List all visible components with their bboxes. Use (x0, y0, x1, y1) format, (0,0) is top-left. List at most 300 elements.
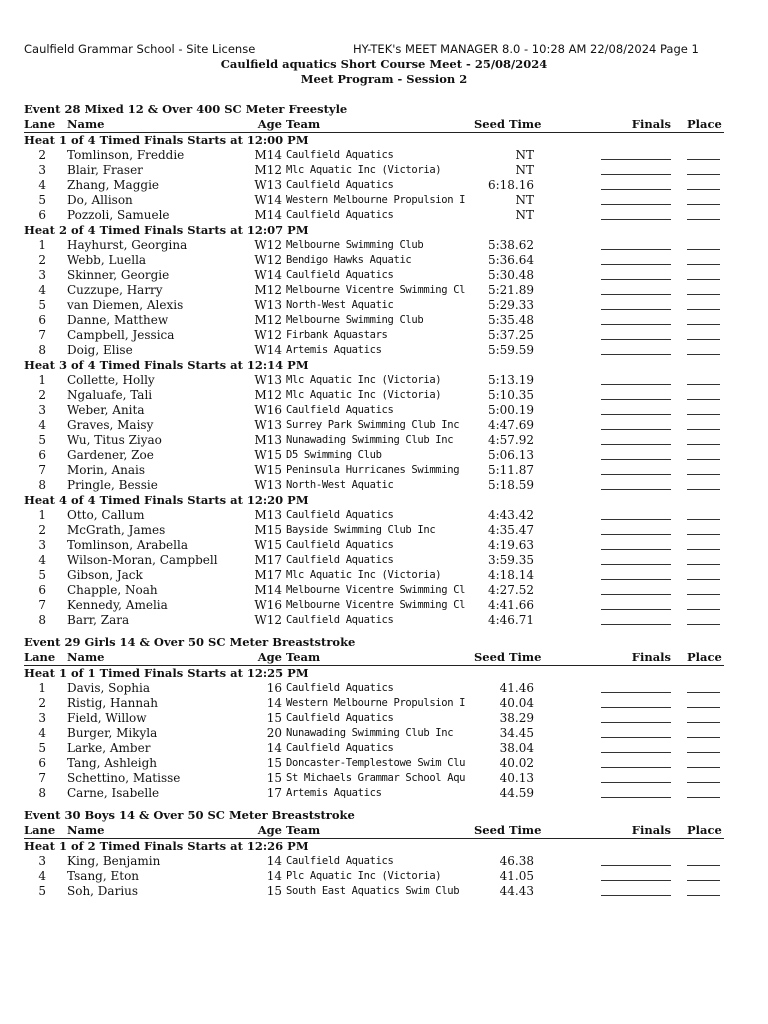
seed-time: 6:18.16 (487, 178, 534, 192)
swimmer-name: Weber, Anita (67, 403, 145, 417)
finals-blank-line (601, 339, 671, 340)
place-blank-line (687, 767, 720, 768)
column-header-row (24, 823, 724, 839)
swimmer-age: W15 (254, 538, 282, 552)
seed-time: 4:18.14 (487, 568, 534, 582)
lane-number: 4 (38, 869, 46, 883)
seed-time: 4:27.52 (487, 583, 534, 597)
column-header-team: Team (286, 823, 321, 837)
lane-number: 6 (38, 756, 46, 770)
swimmer-row (24, 583, 724, 598)
swimmer-name: Gardener, Zoe (67, 448, 154, 462)
swimmer-age: W16 (254, 598, 282, 612)
team-name: Western Melbourne Propulsion I (286, 697, 466, 709)
swimmer-age: W12 (254, 253, 282, 267)
place-blank-line (687, 444, 720, 445)
swimmer-row (24, 771, 724, 786)
lane-number: 2 (38, 253, 46, 267)
team-name: Melbourne Vicentre Swimming Cl (286, 584, 466, 596)
swimmer-age: W13 (254, 373, 282, 387)
team-name: Bayside Swimming Club Inc (286, 524, 436, 536)
finals-blank-line (601, 429, 671, 430)
team-name: Mlc Aquatic Inc (Victoria) (286, 374, 442, 386)
swimmer-row (24, 681, 724, 696)
swimmer-name: Gibson, Jack (67, 568, 143, 582)
swimmer-age: W13 (254, 298, 282, 312)
swimmer-age: 16 (266, 681, 282, 695)
swimmer-name: Campbell, Jessica (67, 328, 175, 342)
finals-blank-line (601, 564, 671, 565)
seed-time: 40.04 (499, 696, 534, 710)
swimmer-name: Hayhurst, Georgina (67, 238, 188, 252)
swimmer-name: Collette, Holly (67, 373, 155, 387)
team-name: Caulfield Aquatics (286, 554, 394, 566)
lane-number: 5 (38, 884, 46, 898)
lane-number: 4 (38, 553, 46, 567)
swimmer-name: Ngaluafe, Tali (67, 388, 153, 402)
lane-number: 7 (38, 463, 46, 477)
lane-number: 7 (38, 771, 46, 785)
team-name: Mlc Aquatic Inc (Victoria) (286, 389, 442, 401)
swimmer-row (24, 741, 724, 756)
team-name: D5 Swimming Club (286, 449, 382, 461)
column-header-row (24, 650, 724, 666)
lane-number: 4 (38, 418, 46, 432)
place-blank-line (687, 534, 720, 535)
swimmer-row (24, 523, 724, 538)
event-block (24, 102, 724, 628)
seed-time: 44.59 (499, 786, 534, 800)
seed-time: NT (515, 193, 534, 207)
swimmer-name: Chapple, Noah (67, 583, 158, 597)
swimmer-age: 15 (266, 711, 282, 725)
swimmer-name: Morin, Anais (67, 463, 145, 477)
column-header-age: Age (257, 823, 282, 837)
session-title: Meet Program - Session 2 (300, 72, 468, 86)
finals-blank-line (601, 264, 671, 265)
seed-time: 5:10.35 (487, 388, 534, 402)
program-content (24, 102, 724, 899)
place-blank-line (687, 414, 720, 415)
swimmer-row (24, 613, 724, 628)
place-blank-line (687, 707, 720, 708)
swimmer-name: Soh, Darius (67, 884, 139, 898)
swimmer-row (24, 726, 724, 741)
seed-time: 4:57.92 (487, 433, 534, 447)
team-name: Nunawading Swimming Club Inc (286, 727, 454, 739)
place-blank-line (687, 399, 720, 400)
swimmer-row (24, 418, 724, 433)
swimmer-name: Webb, Luella (67, 253, 147, 267)
swimmer-name: Cuzzupe, Harry (67, 283, 163, 297)
seed-time: 38.04 (499, 741, 534, 755)
team-name: Bendigo Hawks Aquatic (286, 254, 412, 266)
lane-number: 4 (38, 283, 46, 297)
swimmer-name: Larke, Amber (67, 741, 151, 755)
lane-number: 8 (38, 613, 46, 627)
lane-number: 6 (38, 448, 46, 462)
column-header-name: Name (67, 117, 105, 131)
team-name: Artemis Aquatics (286, 787, 382, 799)
swimmer-age: 14 (266, 869, 282, 883)
place-blank-line (687, 880, 720, 881)
swimmer-name: Schettino, Matisse (67, 771, 181, 785)
swimmer-age: 20 (266, 726, 282, 740)
lane-number: 4 (38, 178, 46, 192)
swimmer-age: M13 (254, 508, 282, 522)
seed-time: NT (515, 208, 534, 222)
team-name: Peninsula Hurricanes Swimming (286, 464, 460, 476)
swimmer-age: M14 (254, 583, 282, 597)
column-header-name: Name (67, 823, 105, 837)
finals-blank-line (601, 249, 671, 250)
swimmer-age: 14 (266, 854, 282, 868)
team-name: Caulfield Aquatics (286, 855, 394, 867)
column-header-seed: Seed Time (474, 650, 542, 664)
swimmer-row (24, 208, 724, 223)
swimmer-name: Doig, Elise (67, 343, 133, 357)
team-name: Caulfield Aquatics (286, 209, 394, 221)
swimmer-row (24, 463, 724, 478)
finals-blank-line (601, 414, 671, 415)
swimmer-age: M13 (254, 433, 282, 447)
meet-title: Caulfield aquatics Short Course Meet - 25/08/2024 (220, 57, 548, 71)
swimmer-name: Carne, Isabelle (67, 786, 160, 800)
finals-blank-line (601, 189, 671, 190)
finals-blank-line (601, 279, 671, 280)
place-blank-line (687, 159, 720, 160)
swimmer-row (24, 163, 724, 178)
swimmer-name: Tomlinson, Freddie (67, 148, 185, 162)
seed-time: 5:38.62 (487, 238, 534, 252)
lane-number: 3 (38, 854, 46, 868)
seed-time: 4:46.71 (487, 613, 534, 627)
swimmer-row (24, 268, 724, 283)
lane-number: 7 (38, 328, 46, 342)
finals-blank-line (601, 865, 671, 866)
swimmer-age: W14 (254, 193, 282, 207)
finals-blank-line (601, 880, 671, 881)
swimmer-age: M17 (254, 568, 282, 582)
page-header (24, 42, 699, 58)
swimmer-row (24, 253, 724, 268)
place-blank-line (687, 279, 720, 280)
swimmer-age: M12 (254, 283, 282, 297)
place-blank-line (687, 324, 720, 325)
finals-blank-line (601, 609, 671, 610)
finals-blank-line (601, 797, 671, 798)
swimmer-age: W13 (254, 418, 282, 432)
lane-number: 2 (38, 696, 46, 710)
lane-number: 1 (38, 681, 46, 695)
heat-title: Heat 4 of 4 Timed Finals Starts at 12:20 PM (24, 493, 309, 507)
column-header-finals: Finals (631, 823, 671, 837)
lane-number: 4 (38, 726, 46, 740)
finals-blank-line (601, 219, 671, 220)
team-name: North-West Aquatic (286, 299, 394, 311)
lane-number: 6 (38, 583, 46, 597)
heat-title: Heat 3 of 4 Timed Finals Starts at 12:14 PM (24, 358, 309, 372)
finals-blank-line (601, 159, 671, 160)
place-blank-line (687, 782, 720, 783)
lane-number: 1 (38, 508, 46, 522)
swimmer-age: 14 (266, 696, 282, 710)
seed-time: 5:30.48 (487, 268, 534, 282)
heat-title: Heat 2 of 4 Timed Finals Starts at 12:07 PM (24, 223, 309, 237)
place-blank-line (687, 174, 720, 175)
team-name: Doncaster-Templestowe Swim Clu (286, 757, 466, 769)
lane-number: 3 (38, 538, 46, 552)
heat-title: Heat 1 of 2 Timed Finals Starts at 12:26 PM (24, 839, 309, 853)
place-blank-line (687, 797, 720, 798)
event-title: Event 29 Girls 14 & Over 50 SC Meter Breaststroke (24, 635, 356, 649)
swimmer-name: King, Benjamin (67, 854, 161, 868)
finals-blank-line (601, 549, 671, 550)
place-blank-line (687, 564, 720, 565)
heat-title: Heat 1 of 1 Timed Finals Starts at 12:25 PM (24, 666, 309, 680)
place-blank-line (687, 594, 720, 595)
seed-time: 5:59.59 (487, 343, 534, 357)
place-blank-line (687, 489, 720, 490)
finals-blank-line (601, 399, 671, 400)
swimmer-age: 15 (266, 884, 282, 898)
team-name: Caulfield Aquatics (286, 509, 394, 521)
team-name: Caulfield Aquatics (286, 269, 394, 281)
swimmer-age: W14 (254, 343, 282, 357)
swimmer-name: Tsang, Eton (67, 869, 140, 883)
event-title: Event 30 Boys 14 & Over 50 SC Meter Breaststroke (24, 808, 355, 822)
swimmer-age: W12 (254, 613, 282, 627)
swimmer-row (24, 373, 724, 388)
finals-blank-line (601, 594, 671, 595)
column-header-age: Age (257, 117, 282, 131)
swimmer-name: Zhang, Maggie (67, 178, 160, 192)
seed-time: 38.29 (499, 711, 534, 725)
place-blank-line (687, 752, 720, 753)
swimmer-row (24, 786, 724, 801)
team-name: Melbourne Vicentre Swimming Cl (286, 599, 466, 611)
seed-time: 41.46 (499, 681, 534, 695)
site-license-text: Caulfield Grammar School - Site License (24, 42, 256, 56)
seed-time: 5:37.25 (487, 328, 534, 342)
seed-time: 5:06.13 (487, 448, 534, 462)
team-name: Caulfield Aquatics (286, 712, 394, 724)
column-header-place: Place (687, 117, 722, 131)
finals-blank-line (601, 624, 671, 625)
finals-blank-line (601, 579, 671, 580)
lane-number: 5 (38, 193, 46, 207)
seed-time: 5:35.48 (487, 313, 534, 327)
place-blank-line (687, 692, 720, 693)
column-header-finals: Finals (631, 117, 671, 131)
swimmer-row (24, 148, 724, 163)
finals-blank-line (601, 895, 671, 896)
team-name: Caulfield Aquatics (286, 179, 394, 191)
lane-number: 8 (38, 343, 46, 357)
finals-blank-line (601, 354, 671, 355)
seed-time: 5:13.19 (487, 373, 534, 387)
place-blank-line (687, 474, 720, 475)
swimmer-name: Ristig, Hannah (67, 696, 158, 710)
place-blank-line (687, 219, 720, 220)
swimmer-name: Pringle, Bessie (67, 478, 158, 492)
swimmer-age: M14 (254, 148, 282, 162)
swimmer-name: van Diemen, Alexis (67, 298, 184, 312)
seed-time: 40.02 (499, 756, 534, 770)
place-blank-line (687, 609, 720, 610)
swimmer-row (24, 508, 724, 523)
seed-time: 4:19.63 (487, 538, 534, 552)
lane-number: 3 (38, 163, 46, 177)
lane-number: 3 (38, 403, 46, 417)
swimmer-name: Burger, Mikyla (67, 726, 158, 740)
seed-time: 44.43 (499, 884, 534, 898)
place-blank-line (687, 264, 720, 265)
lane-number: 6 (38, 313, 46, 327)
swimmer-age: W15 (254, 448, 282, 462)
finals-blank-line (601, 459, 671, 460)
team-name: Caulfield Aquatics (286, 682, 394, 694)
team-name: Caulfield Aquatics (286, 614, 394, 626)
team-name: St Michaels Grammar School Aqu (286, 772, 466, 784)
swimmer-row (24, 598, 724, 613)
finals-blank-line (601, 692, 671, 693)
lane-number: 5 (38, 741, 46, 755)
column-header-finals: Finals (631, 650, 671, 664)
swimmer-row (24, 869, 724, 884)
column-header-lane: Lane (24, 650, 56, 664)
column-header-lane: Lane (24, 117, 56, 131)
finals-blank-line (601, 752, 671, 753)
finals-blank-line (601, 722, 671, 723)
swimmer-age: W13 (254, 478, 282, 492)
team-name: Nunawading Swimming Club Inc (286, 434, 454, 446)
swimmer-age: W15 (254, 463, 282, 477)
heat-title: Heat 1 of 4 Timed Finals Starts at 12:00 PM (24, 133, 309, 147)
swimmer-row (24, 568, 724, 583)
swimmer-row (24, 696, 724, 711)
swimmer-age: 15 (266, 756, 282, 770)
lane-number: 7 (38, 598, 46, 612)
seed-time: 41.05 (499, 869, 534, 883)
place-blank-line (687, 204, 720, 205)
event-block (24, 635, 724, 801)
swimmer-row (24, 238, 724, 253)
team-name: Melbourne Vicentre Swimming Cl (286, 284, 466, 296)
place-blank-line (687, 339, 720, 340)
seed-time: NT (515, 148, 534, 162)
swimmer-age: 17 (266, 786, 282, 800)
swimmer-name: Tang, Ashleigh (67, 756, 158, 770)
place-blank-line (687, 189, 720, 190)
seed-time: 3:59.35 (487, 553, 534, 567)
seed-time: 5:18.59 (487, 478, 534, 492)
lane-number: 2 (38, 523, 46, 537)
seed-time: 4:47.69 (487, 418, 534, 432)
finals-blank-line (601, 444, 671, 445)
place-blank-line (687, 249, 720, 250)
swimmer-name: Do, Allison (67, 193, 133, 207)
seed-time: 4:35.47 (487, 523, 534, 537)
swimmer-row (24, 283, 724, 298)
place-blank-line (687, 294, 720, 295)
lane-number: 3 (38, 268, 46, 282)
finals-blank-line (601, 707, 671, 708)
column-header-seed: Seed Time (474, 823, 542, 837)
swimmer-age: W16 (254, 403, 282, 417)
column-header-place: Place (687, 650, 722, 664)
finals-blank-line (601, 534, 671, 535)
swimmer-row (24, 313, 724, 328)
swimmer-age: M12 (254, 388, 282, 402)
team-name: Caulfield Aquatics (286, 742, 394, 754)
column-header-lane: Lane (24, 823, 56, 837)
column-header-row (24, 117, 724, 133)
column-header-place: Place (687, 823, 722, 837)
swimmer-name: Tomlinson, Arabella (67, 538, 188, 552)
finals-blank-line (601, 767, 671, 768)
team-name: Caulfield Aquatics (286, 404, 394, 416)
swimmer-name: Field, Willow (67, 711, 147, 725)
swimmer-row (24, 478, 724, 493)
team-name: North-West Aquatic (286, 479, 394, 491)
column-header-age: Age (257, 650, 282, 664)
lane-number: 8 (38, 786, 46, 800)
swimmer-row (24, 553, 724, 568)
swimmer-age: W12 (254, 328, 282, 342)
lane-number: 5 (38, 568, 46, 582)
lane-number: 1 (38, 373, 46, 387)
swimmer-age: M12 (254, 163, 282, 177)
lane-number: 5 (38, 298, 46, 312)
finals-blank-line (601, 474, 671, 475)
place-blank-line (687, 579, 720, 580)
seed-time: 34.45 (499, 726, 534, 740)
team-name: Western Melbourne Propulsion I (286, 194, 466, 206)
seed-time: NT (515, 163, 534, 177)
swimmer-name: Davis, Sophia (67, 681, 151, 695)
seed-time: 5:00.19 (487, 403, 534, 417)
place-blank-line (687, 895, 720, 896)
finals-blank-line (601, 737, 671, 738)
swimmer-age: M17 (254, 553, 282, 567)
place-blank-line (687, 384, 720, 385)
team-name: Mlc Aquatic Inc (Victoria) (286, 569, 442, 581)
swimmer-name: McGrath, James (67, 523, 166, 537)
swimmer-age: M15 (254, 523, 282, 537)
team-name: Caulfield Aquatics (286, 149, 394, 161)
swimmer-age: M14 (254, 208, 282, 222)
swimmer-row (24, 403, 724, 418)
team-name: Caulfield Aquatics (286, 539, 394, 551)
finals-blank-line (601, 324, 671, 325)
team-name: Melbourne Swimming Club (286, 314, 424, 326)
swimmer-row (24, 711, 724, 726)
column-header-team: Team (286, 117, 321, 131)
finals-blank-line (601, 204, 671, 205)
swimmer-name: Pozzoli, Samuele (67, 208, 170, 222)
column-header-name: Name (67, 650, 105, 664)
swimmer-name: Barr, Zara (67, 613, 130, 627)
team-name: Melbourne Swimming Club (286, 239, 424, 251)
seed-time: 5:11.87 (487, 463, 534, 477)
seed-time: 4:41.66 (487, 598, 534, 612)
swimmer-name: Skinner, Georgie (67, 268, 170, 282)
lane-number: 8 (38, 478, 46, 492)
swimmer-name: Blair, Fraser (67, 163, 143, 177)
swimmer-row (24, 388, 724, 403)
column-header-seed: Seed Time (474, 117, 542, 131)
